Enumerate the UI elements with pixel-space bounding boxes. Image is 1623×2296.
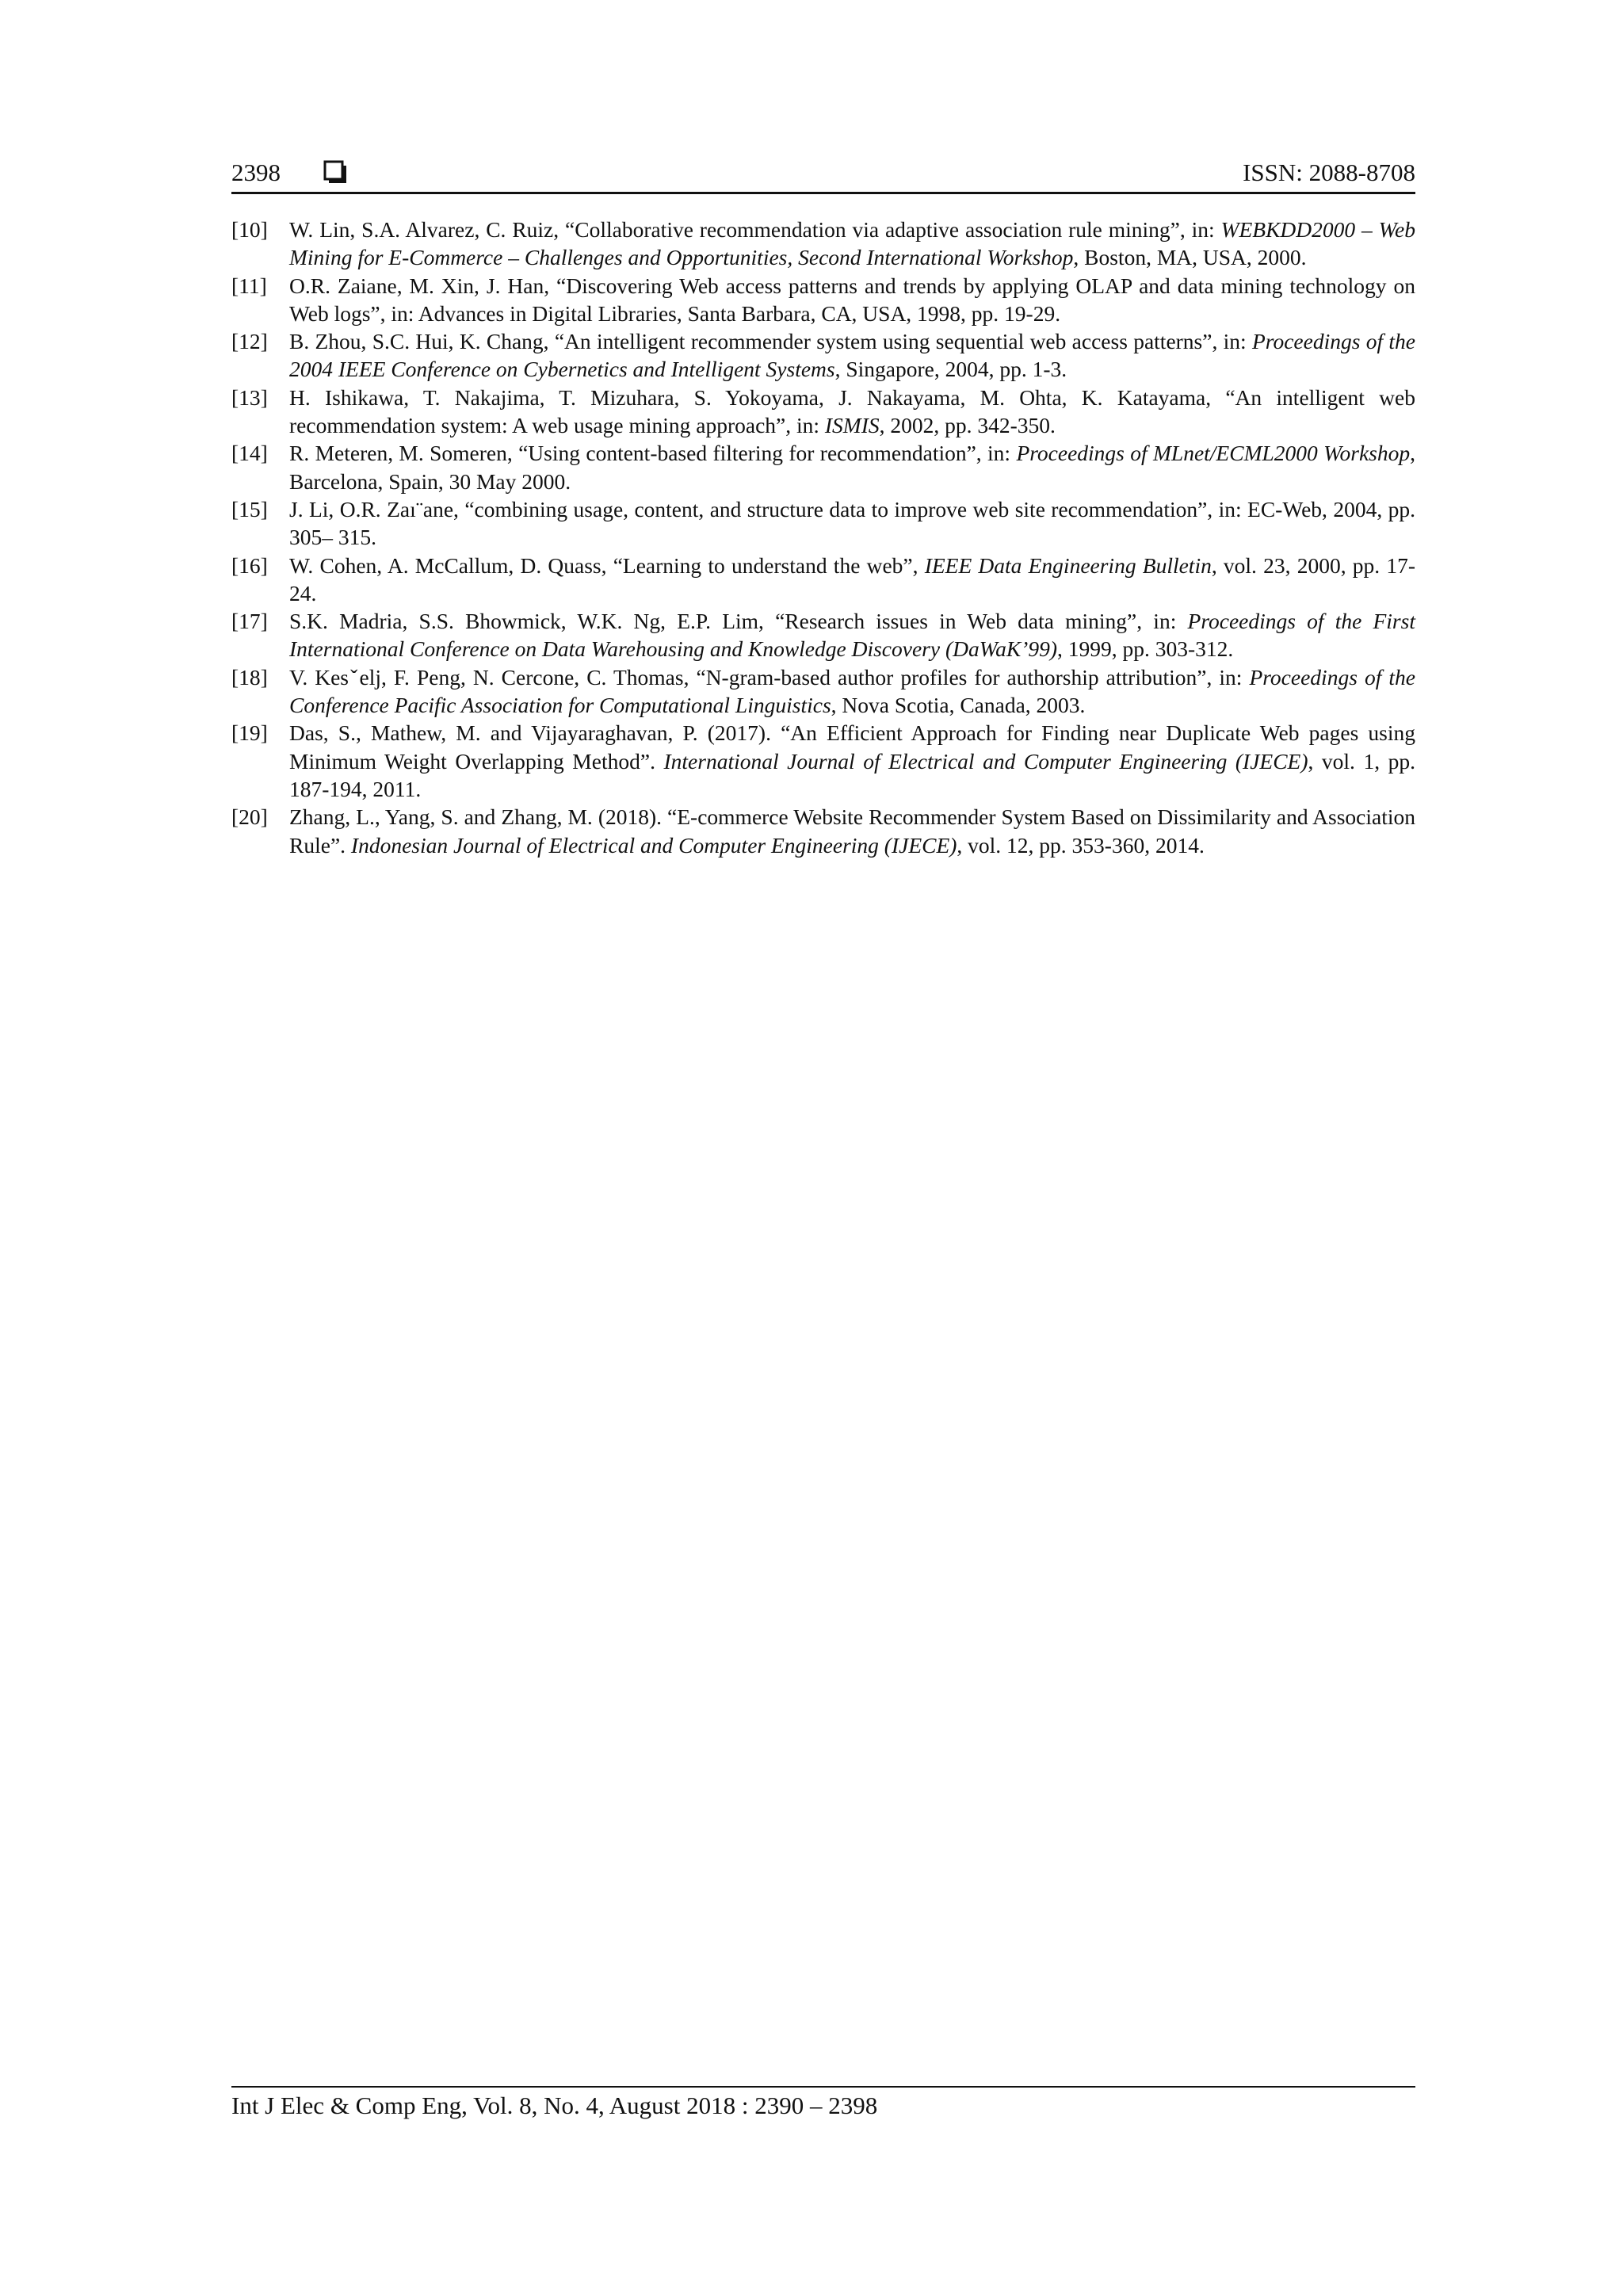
reference-item bbox=[231, 327, 1415, 384]
reference-number: [11] bbox=[231, 273, 267, 298]
reference-segment: , vol. 12, pp. 353-360, 2014. bbox=[957, 832, 1205, 858]
footer-rule bbox=[231, 2086, 1415, 2088]
reference-segment: W. Cohen, A. McCallum, D. Quass, “Learning to understand the web”, bbox=[289, 552, 925, 578]
reference-segment: , vol. 23, 2000, pp. 17-24. bbox=[289, 552, 1415, 606]
header-rule bbox=[231, 192, 1415, 194]
issn: ISSN: 2088-8708 bbox=[1243, 159, 1415, 186]
square-box-icon bbox=[323, 159, 349, 186]
reference-venue: ISMIS bbox=[824, 413, 880, 438]
reference-number: [16] bbox=[231, 552, 268, 578]
reference-segment: J. Li, O.R. Zaı¨ane, “combining usage, content, and structure data to improve web site recommendation”, in: EC-Web, 2004, pp. 305– 315. bbox=[289, 496, 1415, 550]
reference-item bbox=[231, 719, 1415, 803]
reference-text bbox=[289, 327, 1415, 384]
reference-item bbox=[231, 272, 1415, 328]
reference-venue: Proceedings of MLnet/ECML2000 Workshop bbox=[1016, 441, 1411, 466]
reference-segment: , Nova Scotia, Canada, 2003. bbox=[831, 693, 1086, 718]
reference-number: [13] bbox=[231, 384, 268, 410]
reference-text bbox=[289, 663, 1415, 720]
reference-segment: , 1999, pp. 303-312. bbox=[1057, 636, 1234, 662]
reference-item bbox=[231, 663, 1415, 720]
reference-item bbox=[231, 803, 1415, 859]
reference-segment: R. Meteren, M. Someren, “Using content-based filtering for recommendation”, in: bbox=[289, 441, 1017, 466]
reference-text bbox=[289, 495, 1415, 552]
reference-number: [19] bbox=[231, 720, 268, 746]
reference-text bbox=[289, 719, 1415, 803]
reference-segment: , Boston, MA, USA, 2000. bbox=[1073, 245, 1307, 270]
reference-venue: Proceedings of the 2004 IEEE Conference on Cybernetics and Intelligent Systems bbox=[289, 329, 1415, 382]
reference-segment: O.R. Zaiane, M. Xin, J. Han, “Discovering Web access patterns and trends by applying OLAP and data mining technology on Web logs”, in: Advances in Digital Libraries, Santa Barbara, CA, USA, 1998, pp. 19-29. bbox=[289, 273, 1415, 326]
reference-venue: Indonesian Journal of Electrical and Computer Engineering (IJECE) bbox=[350, 832, 957, 858]
reference-item bbox=[231, 495, 1415, 552]
reference-text bbox=[289, 607, 1415, 663]
reference-number: [18] bbox=[231, 664, 268, 690]
reference-venue: Proceedings of the Conference Pacific Association for Computational Linguistics bbox=[289, 664, 1415, 718]
reference-item bbox=[231, 552, 1415, 608]
reference-segment: V. Kesˇelj, F. Peng, N. Cercone, C. Thomas, “N-gram-based author profiles for authorship attribution”, in: bbox=[289, 664, 1250, 690]
page-header bbox=[231, 155, 1415, 190]
reference-item bbox=[231, 439, 1415, 495]
reference-segment: , Barcelona, Spain, 30 May 2000. bbox=[289, 441, 1415, 494]
page-number: 2398 bbox=[231, 159, 281, 186]
reference-number: [10] bbox=[231, 217, 268, 242]
reference-text bbox=[289, 552, 1415, 608]
reference-text bbox=[289, 439, 1415, 495]
reference-item bbox=[231, 607, 1415, 663]
page-footer: Int J Elec & Comp Eng, Vol. 8, No. 4, August 2018 : 2390 – 2398 bbox=[231, 2092, 878, 2119]
reference-item bbox=[231, 384, 1415, 440]
reference-number: [20] bbox=[231, 804, 268, 830]
reference-segment: , Singapore, 2004, pp. 1-3. bbox=[834, 357, 1067, 382]
reference-list bbox=[231, 216, 1415, 859]
reference-venue: WEBKDD2000 – Web Mining for E-Commerce – Challenges and Opportunities, Second International Workshop bbox=[289, 217, 1415, 270]
reference-item bbox=[231, 216, 1415, 272]
reference-segment: Zhang, L., Yang, S. and Zhang, M. (2018). “E-commerce Website Recommender System Based on Dissimilarity and Association Rule”. bbox=[289, 804, 1415, 858]
reference-segment: H. Ishikawa, T. Nakajima, T. Mizuhara, S. Yokoyama, J. Nakayama, M. Ohta, K. Katayama, “An intelligent web recommendation system: A web usage mining approach”, in: bbox=[289, 384, 1415, 438]
reference-text bbox=[289, 216, 1415, 272]
reference-number: [15] bbox=[231, 496, 268, 521]
reference-segment: Das, S., Mathew, M. and Vijayaraghavan, P. (2017). “An Efficient Approach for Finding near Duplicate Web pages using Minimum Weight Overlapping Method”. bbox=[289, 720, 1415, 774]
reference-venue: IEEE Data Engineering Bulletin bbox=[924, 552, 1212, 578]
reference-segment: B. Zhou, S.C. Hui, K. Chang, “An intelligent recommender system using sequential web access patterns”, in: bbox=[289, 329, 1252, 354]
reference-number: [14] bbox=[231, 441, 268, 466]
reference-segment: W. Lin, S.A. Alvarez, C. Ruiz, “Collaborative recommendation via adaptive association rule mining”, in: bbox=[289, 217, 1221, 242]
reference-segment: , vol. 1, pp. 187-194, 2011. bbox=[289, 748, 1415, 801]
reference-segment: S.K. Madria, S.S. Bhowmick, W.K. Ng, E.P. Lim, “Research issues in Web data mining”, in: bbox=[289, 609, 1188, 634]
reference-number: [12] bbox=[231, 329, 268, 354]
reference-text bbox=[289, 803, 1415, 859]
reference-venue: International Journal of Electrical and Computer Engineering (IJECE) bbox=[663, 748, 1308, 774]
reference-segment: , 2002, pp. 342-350. bbox=[879, 413, 1056, 438]
reference-text bbox=[289, 384, 1415, 440]
reference-venue: Proceedings of the First International Conference on Data Warehousing and Knowledge Discovery (DaWaK’99) bbox=[289, 609, 1415, 662]
reference-number: [17] bbox=[231, 609, 268, 634]
reference-text bbox=[289, 272, 1415, 328]
